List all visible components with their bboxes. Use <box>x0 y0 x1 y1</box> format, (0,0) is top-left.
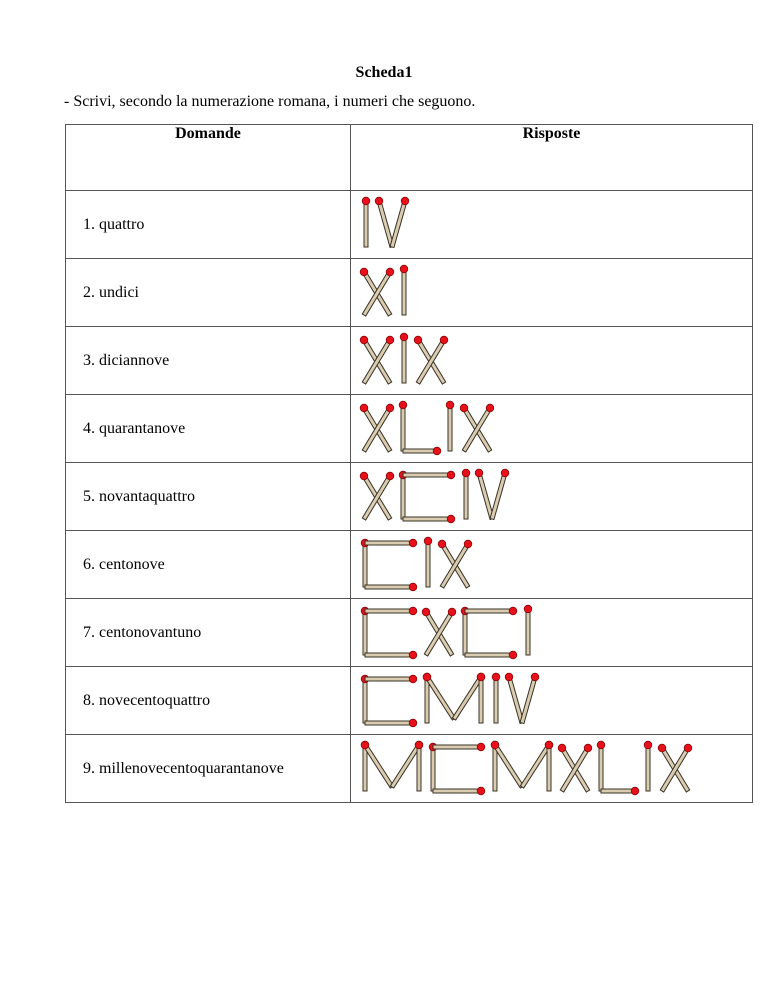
matchstick-head <box>409 607 417 615</box>
matchstick <box>547 745 551 791</box>
matchstick <box>599 745 603 791</box>
numeral-letter-x <box>360 268 394 316</box>
matchstick-svg <box>359 395 503 461</box>
matchstick-head <box>433 447 441 455</box>
matchstick-head <box>423 673 431 681</box>
matchstick-head <box>409 675 417 683</box>
matchstick <box>402 337 406 383</box>
matchstick <box>365 541 413 545</box>
matchstick-head <box>409 719 417 727</box>
matchstick-head <box>447 471 455 479</box>
matchstick-numeral <box>359 667 547 738</box>
numeral-letter-x <box>360 472 394 520</box>
question-cell: 1. quattro <box>66 191 351 259</box>
matchstick-head <box>531 673 539 681</box>
matchstick <box>402 269 406 315</box>
numeral-letter-x <box>360 404 394 452</box>
answer-cell <box>351 463 753 531</box>
matchstick-head <box>477 787 485 795</box>
numeral-letter-x <box>658 744 692 792</box>
numeral-letter-v <box>475 469 509 519</box>
matchstick <box>365 653 413 657</box>
matchstick <box>365 721 413 725</box>
matchstick-numeral <box>359 599 543 670</box>
matchstick-head <box>440 336 448 344</box>
matchstick-head <box>360 268 368 276</box>
matchstick-head <box>501 469 509 477</box>
matchstick-head <box>658 744 666 752</box>
matchstick-numeral <box>359 735 701 806</box>
matchstick-numeral <box>359 395 503 466</box>
matchstick-head <box>447 515 455 523</box>
matchstick-numeral <box>359 463 517 534</box>
table-row <box>66 735 753 803</box>
matchstick-head <box>492 673 500 681</box>
matchstick <box>390 744 420 788</box>
numeral-letter-c <box>399 471 455 523</box>
matchstick-head <box>446 401 454 409</box>
matchstick <box>403 517 451 521</box>
question-cell: 4. quarantanove <box>66 395 351 463</box>
matchstick-head <box>399 401 407 409</box>
matchstick <box>425 677 429 723</box>
question-cell: 8. novecentoquattro <box>66 667 351 735</box>
question-cell: 5. novantaquattro <box>66 463 351 531</box>
numeral-letter-v <box>375 197 409 247</box>
matchstick-head <box>414 336 422 344</box>
matchstick-head <box>486 404 494 412</box>
matchstick <box>431 747 435 791</box>
exercise-table <box>65 124 753 803</box>
matchstick-svg <box>359 667 547 733</box>
matchstick-head <box>464 540 472 548</box>
matchstick <box>452 676 482 720</box>
matchstick-head <box>386 268 394 276</box>
table-row <box>66 463 753 531</box>
matchstick <box>425 676 455 720</box>
table-row <box>66 259 753 327</box>
header-answers: Risposte <box>351 125 753 191</box>
numeral-letter-i <box>446 401 454 451</box>
numeral-letter-x <box>558 744 592 792</box>
matchstick <box>526 609 530 655</box>
matchstick-svg <box>359 735 701 801</box>
answer-cell <box>351 191 753 259</box>
numeral-letter-c <box>361 675 417 727</box>
matchstick <box>401 405 405 451</box>
instructions-text: - Scrivi, secondo la numerazione romana, i numeri che seguono. <box>64 93 476 110</box>
matchstick <box>433 789 481 793</box>
matchstick <box>365 585 413 589</box>
matchstick <box>520 676 537 723</box>
header-questions: Domande <box>66 125 351 191</box>
matchstick-head <box>386 404 394 412</box>
matchstick-head <box>460 404 468 412</box>
matchstick <box>401 475 405 519</box>
matchstick <box>464 473 468 519</box>
matchstick-head <box>684 744 692 752</box>
numeral-letter-x <box>460 404 494 452</box>
matchstick <box>365 609 413 613</box>
matchstick <box>490 472 507 519</box>
question-cell: 7. centonovantuno <box>66 599 351 667</box>
matchstick-numeral <box>359 191 417 262</box>
page-title: Scheda1 <box>355 64 413 81</box>
matchstick-head <box>545 741 553 749</box>
question-cell: 3. diciannove <box>66 327 351 395</box>
matchstick <box>463 611 467 655</box>
matchstick-head <box>360 404 368 412</box>
matchstick-numeral <box>359 531 481 602</box>
matchstick-numeral <box>359 327 457 398</box>
numeral-letter-x <box>360 336 394 384</box>
numeral-letter-i <box>362 197 370 247</box>
matchstick <box>363 611 367 655</box>
answer-cell <box>351 327 753 395</box>
matchstick-head <box>422 608 430 616</box>
numeral-letter-i <box>400 265 408 315</box>
matchstick-head <box>361 741 369 749</box>
matchstick-head <box>401 197 409 205</box>
matchstick <box>493 745 497 791</box>
matchstick-head <box>360 336 368 344</box>
matchstick <box>363 745 367 791</box>
matchstick-head <box>584 744 592 752</box>
numeral-letter-c <box>361 539 417 591</box>
numeral-letter-i <box>524 605 532 655</box>
matchstick <box>403 449 437 453</box>
matchstick <box>646 745 650 791</box>
matchstick-head <box>438 540 446 548</box>
table-row <box>66 191 753 259</box>
matchstick-head <box>409 651 417 659</box>
numeral-letter-m <box>423 673 485 723</box>
matchstick-head <box>477 743 485 751</box>
matchstick-head <box>375 197 383 205</box>
matchstick-head <box>409 583 417 591</box>
matchstick-head <box>424 537 432 545</box>
question-cell: 2. undici <box>66 259 351 327</box>
matchstick <box>365 677 413 681</box>
matchstick <box>479 677 483 723</box>
matchstick-head <box>524 605 532 613</box>
numeral-letter-i <box>462 469 470 519</box>
answer-cell <box>351 735 753 803</box>
numeral-letter-c <box>429 743 485 795</box>
numeral-letter-x <box>422 608 456 656</box>
matchstick-svg <box>359 191 417 257</box>
matchstick <box>465 609 513 613</box>
numeral-letter-c <box>461 607 517 659</box>
matchstick <box>403 473 451 477</box>
matchstick <box>364 201 368 247</box>
numeral-letter-l <box>597 741 639 795</box>
matchstick <box>363 679 367 723</box>
matchstick-head <box>409 539 417 547</box>
matchstick-svg <box>359 259 419 325</box>
matchstick <box>601 789 635 793</box>
numeral-letter-x <box>414 336 448 384</box>
table-header-row <box>66 125 753 191</box>
matchstick-head <box>558 744 566 752</box>
table-row <box>66 531 753 599</box>
matchstick-numeral <box>359 259 419 330</box>
matchstick <box>448 405 452 451</box>
answer-cell <box>351 259 753 327</box>
numeral-letter-c <box>361 607 417 659</box>
matchstick-svg <box>359 463 517 529</box>
matchstick <box>363 543 367 587</box>
matchstick <box>493 744 523 788</box>
matchstick-head <box>362 197 370 205</box>
matchstick <box>417 745 421 791</box>
numeral-letter-i <box>424 537 432 587</box>
matchstick-head <box>477 673 485 681</box>
matchstick-head <box>386 472 394 480</box>
matchstick-head <box>505 673 513 681</box>
matchstick-head <box>509 607 517 615</box>
matchstick-head <box>597 741 605 749</box>
question-cell: 6. centonove <box>66 531 351 599</box>
numeral-letter-i <box>492 673 500 723</box>
matchstick-head <box>400 265 408 273</box>
answer-cell <box>351 531 753 599</box>
matchstick-head <box>448 608 456 616</box>
answer-cell <box>351 395 753 463</box>
matchstick <box>520 744 550 788</box>
table-row <box>66 395 753 463</box>
numeral-letter-i <box>644 741 652 791</box>
matchstick-head <box>475 469 483 477</box>
matchstick-head <box>415 741 423 749</box>
table-row <box>66 599 753 667</box>
matchstick <box>433 745 481 749</box>
numeral-letter-m <box>491 741 553 791</box>
numeral-letter-m <box>361 741 423 791</box>
matchstick-svg <box>359 327 457 393</box>
matchstick <box>426 541 430 587</box>
numeral-letter-v <box>505 673 539 723</box>
numeral-letter-i <box>400 333 408 383</box>
matchstick-head <box>644 741 652 749</box>
matchstick <box>390 200 407 247</box>
matchstick <box>363 744 393 788</box>
table-row <box>66 667 753 735</box>
matchstick-head <box>491 741 499 749</box>
matchstick-head <box>360 472 368 480</box>
matchstick-head <box>386 336 394 344</box>
table-row <box>66 327 753 395</box>
matchstick <box>465 653 513 657</box>
matchstick-svg <box>359 599 543 665</box>
matchstick-head <box>631 787 639 795</box>
question-cell: 9. millenovecentoquarantanove <box>66 735 351 803</box>
matchstick <box>494 677 498 723</box>
numeral-letter-x <box>438 540 472 588</box>
answer-cell <box>351 599 753 667</box>
numeral-letter-l <box>399 401 441 455</box>
matchstick-head <box>509 651 517 659</box>
answer-cell <box>351 667 753 735</box>
matchstick-head <box>400 333 408 341</box>
matchstick-head <box>462 469 470 477</box>
matchstick-svg <box>359 531 481 597</box>
